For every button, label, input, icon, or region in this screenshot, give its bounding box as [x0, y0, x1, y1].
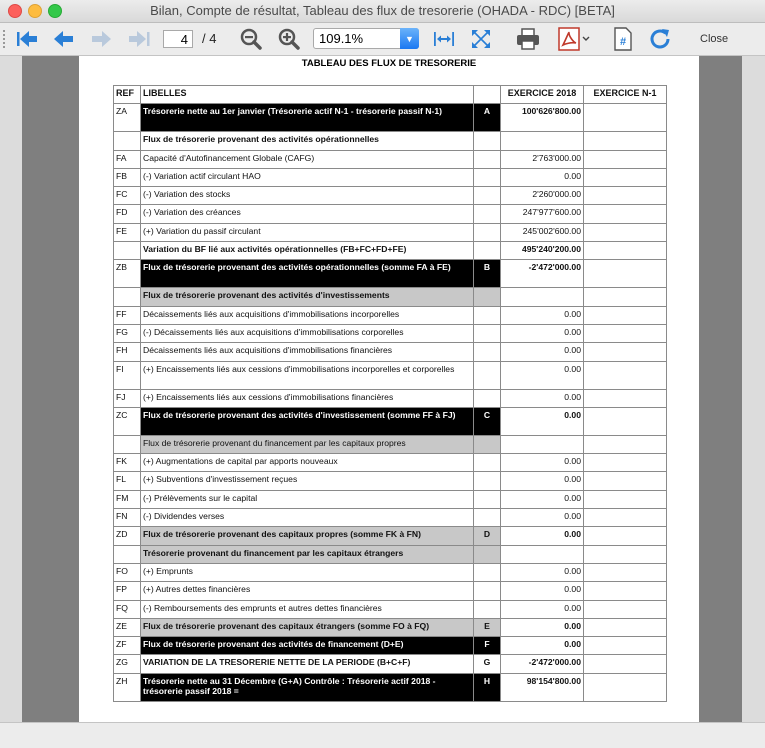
table-row	[114, 655, 667, 673]
row-value-prev	[584, 132, 667, 150]
row-ref: FF	[114, 306, 141, 324]
last-page-button[interactable]	[124, 26, 154, 52]
table-row	[114, 582, 667, 600]
table-row	[114, 618, 667, 636]
row-value	[501, 545, 584, 563]
row-ref: ZC	[114, 407, 141, 435]
row-ref: FQ	[114, 600, 141, 618]
refresh-icon	[647, 26, 673, 52]
row-label: Flux de trésorerie provenant du financement par les capitaux propres	[141, 435, 474, 453]
row-value: 0.00	[501, 168, 584, 186]
row-value: 0.00	[501, 490, 584, 508]
row-mark	[474, 389, 501, 407]
row-value: 2'260'000.00	[501, 187, 584, 205]
row-ref: ZF	[114, 637, 141, 655]
row-value-prev	[584, 618, 667, 636]
table-row	[114, 361, 667, 389]
row-label: Trésorerie nette au 1er janvier (Trésorerie actif N-1 - trésorerie passif N-1)	[141, 104, 474, 132]
row-value: 0.00	[501, 618, 584, 636]
table-row	[114, 306, 667, 324]
table-row	[114, 673, 667, 701]
row-value-prev	[584, 187, 667, 205]
row-value-prev	[584, 655, 667, 673]
header-note	[474, 86, 501, 104]
table-row	[114, 288, 667, 306]
row-value: 0.00	[501, 306, 584, 324]
row-value-prev	[584, 389, 667, 407]
header-libelles: LIBELLES	[141, 86, 474, 104]
row-mark	[474, 435, 501, 453]
row-label: (-) Prélèvements sur le capital	[141, 490, 474, 508]
row-value: 247'977'600.00	[501, 205, 584, 223]
zoom-value: 109.1%	[319, 31, 364, 46]
row-ref: FB	[114, 168, 141, 186]
table-row	[114, 637, 667, 655]
row-value-prev	[584, 454, 667, 472]
row-label: Flux de trésorerie provenant des activités d'investissement (somme FF à FJ)	[141, 407, 474, 435]
row-value: 0.00	[501, 509, 584, 527]
row-value-prev	[584, 343, 667, 361]
table-row	[114, 187, 667, 205]
row-value-prev	[584, 324, 667, 342]
row-ref	[114, 545, 141, 563]
row-ref: ZD	[114, 527, 141, 545]
row-label: Trésorerie nette au 31 Décembre (G+A) Contrôle : Trésorerie actif 2018 - trésorerie passif 2018 =	[141, 673, 474, 701]
table-row	[114, 343, 667, 361]
row-ref: FE	[114, 223, 141, 241]
row-label: (-) Décaissements liés aux acquisitions d'immobilisations corporelles	[141, 324, 474, 342]
row-value: 0.00	[501, 343, 584, 361]
row-label: (-) Variation des stocks	[141, 187, 474, 205]
page-number-input[interactable]: 4	[163, 30, 193, 48]
row-ref: ZA	[114, 104, 141, 132]
row-value: -2'472'000.00	[501, 260, 584, 288]
row-mark	[474, 306, 501, 324]
zoom-out-button[interactable]	[237, 26, 265, 52]
row-value-prev	[584, 637, 667, 655]
row-mark	[474, 490, 501, 508]
row-value: 0.00	[501, 361, 584, 389]
row-value-prev	[584, 205, 667, 223]
row-value-prev	[584, 673, 667, 701]
row-value	[501, 132, 584, 150]
row-ref: ZH	[114, 673, 141, 701]
table-row	[114, 132, 667, 150]
row-mark: A	[474, 104, 501, 132]
row-label: (+) Emprunts	[141, 563, 474, 581]
table-row	[114, 242, 667, 260]
row-value-prev	[584, 472, 667, 490]
row-value-prev	[584, 260, 667, 288]
row-ref: ZE	[114, 618, 141, 636]
row-mark: D	[474, 527, 501, 545]
zoom-in-icon	[277, 27, 301, 51]
row-label: (-) Variation actif circulant HAO	[141, 168, 474, 186]
table-row	[114, 527, 667, 545]
row-ref	[114, 288, 141, 306]
table-row	[114, 223, 667, 241]
table-row	[114, 472, 667, 490]
row-value: 495'240'200.00	[501, 242, 584, 260]
table-row	[114, 168, 667, 186]
row-value-prev	[584, 563, 667, 581]
table-row	[114, 260, 667, 288]
print-icon	[515, 27, 541, 51]
row-label: Flux de trésorerie provenant des activités opérationnelles (somme FA à FE)	[141, 260, 474, 288]
document-page	[79, 56, 699, 722]
row-value-prev	[584, 545, 667, 563]
row-ref: FO	[114, 563, 141, 581]
cash-flow-table	[113, 85, 667, 702]
row-mark	[474, 324, 501, 342]
row-ref: ZB	[114, 260, 141, 288]
table-row	[114, 454, 667, 472]
table-row	[114, 205, 667, 223]
row-value-prev	[584, 168, 667, 186]
close-button[interactable]: Close	[700, 33, 729, 45]
row-value-prev	[584, 361, 667, 389]
row-mark: G	[474, 655, 501, 673]
toolbar	[0, 23, 765, 56]
row-ref: FP	[114, 582, 141, 600]
row-value: 245'002'600.00	[501, 223, 584, 241]
row-value	[501, 435, 584, 453]
table-row	[114, 600, 667, 618]
first-page-button[interactable]	[12, 26, 42, 52]
table-row	[114, 389, 667, 407]
row-value-prev	[584, 490, 667, 508]
table-row	[114, 509, 667, 527]
row-value	[501, 288, 584, 306]
row-ref	[114, 435, 141, 453]
row-label: (-) Dividendes verses	[141, 509, 474, 527]
table-row	[114, 407, 667, 435]
row-value: 0.00	[501, 637, 584, 655]
row-label: VARIATION DE LA TRESORERIE NETTE DE LA PERIODE (B+C+F)	[141, 655, 474, 673]
toolbar-grip	[3, 30, 9, 48]
row-value: 0.00	[501, 527, 584, 545]
row-label: (+) Autres dettes financières	[141, 582, 474, 600]
row-mark	[474, 288, 501, 306]
header-ref: REF	[114, 86, 141, 104]
row-mark: F	[474, 637, 501, 655]
row-mark: E	[474, 618, 501, 636]
row-label: Trésorerie provenant du financement par les capitaux étrangers	[141, 545, 474, 563]
row-ref: FH	[114, 343, 141, 361]
row-mark	[474, 205, 501, 223]
row-label: Flux de trésorerie provenant des activités opérationnelles	[141, 132, 474, 150]
pdf-export-button[interactable]	[555, 26, 593, 52]
row-label: Flux de trésorerie provenant des activités d'investissements	[141, 288, 474, 306]
svg-text:#: #	[619, 36, 627, 48]
row-mark	[474, 509, 501, 527]
row-value: 0.00	[501, 582, 584, 600]
last-page-icon	[127, 29, 151, 49]
row-value-prev	[584, 104, 667, 132]
row-value-prev	[584, 435, 667, 453]
row-mark	[474, 600, 501, 618]
table-row	[114, 490, 667, 508]
fit-width-button[interactable]	[430, 26, 458, 52]
row-mark	[474, 472, 501, 490]
zoom-in-button[interactable]	[275, 26, 303, 52]
document-title: TABLEAU DES FLUX DE TRESORERIE	[301, 58, 477, 69]
row-label: (-) Variation des créances	[141, 205, 474, 223]
table-row	[114, 104, 667, 132]
row-ref: FM	[114, 490, 141, 508]
row-ref: FN	[114, 509, 141, 527]
row-mark	[474, 132, 501, 150]
window-title: Bilan, Compte de résultat, Tableau des flux de tresorerie (OHADA - RDC) [BETA]	[150, 3, 615, 18]
status-bar	[0, 722, 765, 748]
previous-page-icon	[51, 29, 75, 49]
page-number-button[interactable]	[609, 26, 637, 52]
row-ref: FJ	[114, 389, 141, 407]
row-label: Capacité d'Autofinancement Globale (CAFG)	[141, 150, 474, 168]
row-value-prev	[584, 582, 667, 600]
table-header-row	[114, 86, 667, 104]
row-mark	[474, 563, 501, 581]
header-exercice-prev: EXERCICE N-1	[584, 86, 667, 104]
row-label: Décaissements liés aux acquisitions d'immobilisations financières	[141, 343, 474, 361]
row-mark	[474, 168, 501, 186]
row-label: (+) Variation du passif circulant	[141, 223, 474, 241]
row-label: Flux de trésorerie provenant des capitaux étrangers (somme FO à FQ)	[141, 618, 474, 636]
row-value-prev	[584, 407, 667, 435]
row-mark	[474, 582, 501, 600]
row-value: 100'626'800.00	[501, 104, 584, 132]
row-value: 0.00	[501, 407, 584, 435]
row-ref: FD	[114, 205, 141, 223]
row-value-prev	[584, 288, 667, 306]
page-total: / 4	[202, 31, 217, 46]
table-row	[114, 563, 667, 581]
row-label: (+) Encaissements liés aux cessions d'immobilisations incorporelles et corporelles	[141, 361, 474, 389]
row-value: 0.00	[501, 600, 584, 618]
row-ref: FL	[114, 472, 141, 490]
row-label: (-) Remboursements des emprunts et autres dettes financières	[141, 600, 474, 618]
row-value-prev	[584, 509, 667, 527]
header-exercice: EXERCICE 2018	[501, 86, 584, 104]
first-page-icon	[15, 29, 39, 49]
row-label: Flux de trésorerie provenant des capitaux propres (somme FK à FN)	[141, 527, 474, 545]
refresh-button[interactable]	[645, 26, 675, 52]
row-value-prev	[584, 600, 667, 618]
row-ref: FK	[114, 454, 141, 472]
row-label: Flux de trésorerie provenant des activités de financement (D+E)	[141, 637, 474, 655]
row-mark: H	[474, 673, 501, 701]
row-value-prev	[584, 150, 667, 168]
zoom-out-icon	[239, 27, 263, 51]
row-value: 0.00	[501, 389, 584, 407]
row-value: 0.00	[501, 472, 584, 490]
zoom-select[interactable]	[313, 28, 419, 49]
row-ref: FC	[114, 187, 141, 205]
row-mark	[474, 150, 501, 168]
print-button[interactable]	[513, 26, 543, 52]
row-label: Variation du BF lié aux activités opérationnelles (FB+FC+FD+FE)	[141, 242, 474, 260]
next-page-button[interactable]	[87, 26, 117, 52]
table-row	[114, 324, 667, 342]
row-value: -2'472'000.00	[501, 655, 584, 673]
fit-page-icon	[470, 28, 492, 50]
row-mark	[474, 361, 501, 389]
page-number-icon	[613, 27, 633, 51]
row-value: 2'763'000.00	[501, 150, 584, 168]
row-mark	[474, 223, 501, 241]
row-value: 0.00	[501, 563, 584, 581]
document-viewport[interactable]	[22, 56, 742, 722]
row-label: (+) Augmentations de capital par apports nouveaux	[141, 454, 474, 472]
row-mark	[474, 454, 501, 472]
row-value-prev	[584, 242, 667, 260]
row-mark: C	[474, 407, 501, 435]
row-mark	[474, 545, 501, 563]
table-row	[114, 545, 667, 563]
previous-page-button[interactable]	[48, 26, 78, 52]
row-value-prev	[584, 306, 667, 324]
row-label: (+) Subventions d'investissement reçues	[141, 472, 474, 490]
row-value: 0.00	[501, 324, 584, 342]
row-value-prev	[584, 223, 667, 241]
row-ref: FI	[114, 361, 141, 389]
row-mark	[474, 343, 501, 361]
fit-width-icon	[433, 29, 455, 49]
title-bar	[0, 0, 765, 23]
row-value: 0.00	[501, 454, 584, 472]
table-row	[114, 435, 667, 453]
row-label: (+) Encaissements liés aux cessions d'immobilisations financières	[141, 389, 474, 407]
row-ref: FG	[114, 324, 141, 342]
fit-page-button[interactable]	[467, 26, 495, 52]
row-mark	[474, 187, 501, 205]
chevron-down-icon[interactable]: ▼	[400, 28, 419, 49]
next-page-icon	[90, 29, 114, 49]
row-ref	[114, 242, 141, 260]
row-value: 98'154'800.00	[501, 673, 584, 701]
row-mark	[474, 242, 501, 260]
row-value-prev	[584, 527, 667, 545]
row-ref	[114, 132, 141, 150]
row-mark: B	[474, 260, 501, 288]
pdf-icon	[557, 27, 591, 51]
table-row	[114, 150, 667, 168]
row-ref: ZG	[114, 655, 141, 673]
row-label: Décaissements liés aux acquisitions d'immobilisations incorporelles	[141, 306, 474, 324]
row-ref: FA	[114, 150, 141, 168]
